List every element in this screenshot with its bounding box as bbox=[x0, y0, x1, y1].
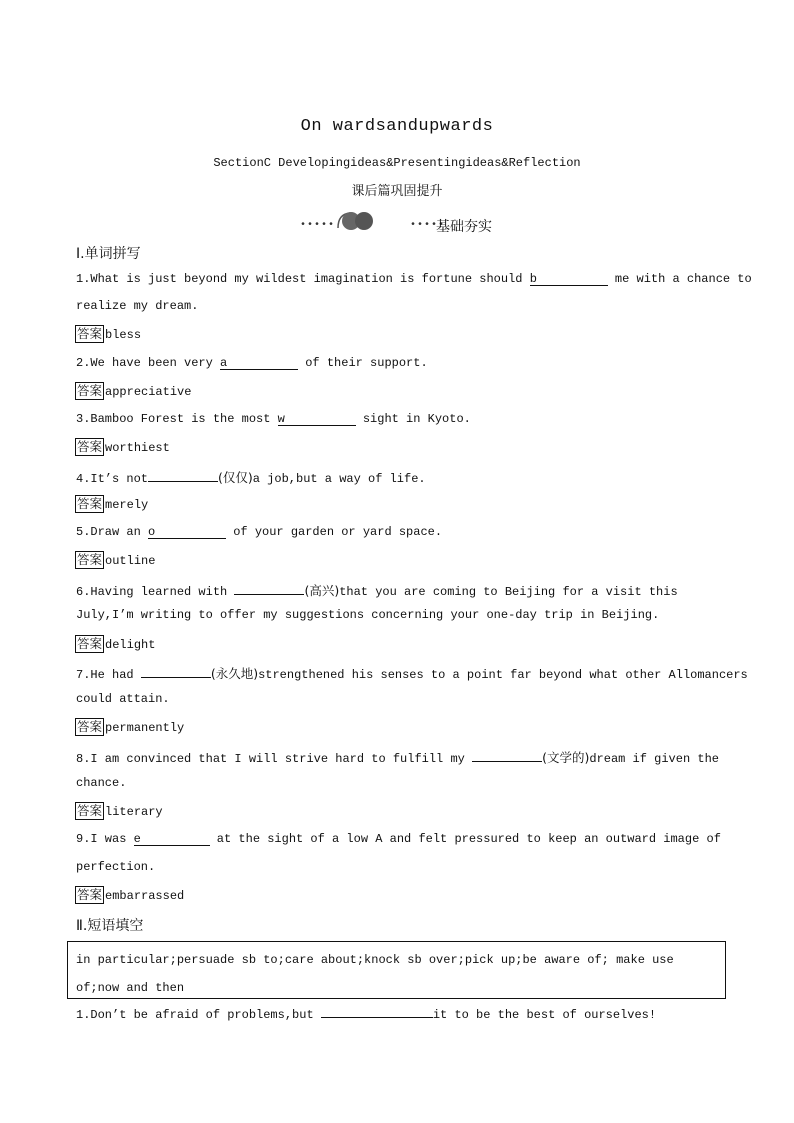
chinese-hint: (永久地) bbox=[210, 666, 259, 681]
question-text: 1.What is just beyond my wildest imagination is fortune should bbox=[76, 272, 530, 286]
question-text: 1.Don’t be afraid of problems,but bbox=[76, 1008, 321, 1022]
question-7-line2: could attain. bbox=[76, 692, 170, 706]
answer-label: 答案 bbox=[77, 887, 103, 902]
question-3 bbox=[76, 412, 471, 426]
question-text: dream if given the bbox=[589, 752, 719, 766]
hint-letter: a bbox=[220, 356, 228, 370]
question-9-line2: perfection. bbox=[76, 860, 156, 874]
banner-emblem-icon bbox=[332, 208, 378, 234]
question-1-line2: realize my dream. bbox=[76, 299, 199, 313]
question-text: 4.It’s not bbox=[76, 472, 149, 486]
answer-text: merely bbox=[105, 498, 149, 512]
question-1 bbox=[76, 272, 752, 286]
question-text: of their support. bbox=[298, 356, 428, 370]
question-text: 6.Having learned with bbox=[76, 585, 235, 599]
answer-label: 答案 bbox=[77, 326, 103, 341]
section-banner bbox=[298, 208, 498, 238]
answer-6 bbox=[75, 635, 155, 653]
answer-blank bbox=[472, 748, 542, 762]
page-title: On wardsandupwards bbox=[300, 117, 494, 136]
question-text: 7.He had bbox=[76, 668, 141, 682]
answer-5 bbox=[75, 551, 155, 569]
answer-9 bbox=[75, 886, 184, 904]
chinese-hint: (文学的) bbox=[542, 750, 590, 765]
question-8 bbox=[76, 748, 719, 766]
question-2 bbox=[76, 356, 428, 370]
section-subtitle: SectionC Developingideas&Presentingideas&Reflection bbox=[213, 156, 581, 170]
answer-7 bbox=[75, 718, 184, 736]
answer-label: 答案 bbox=[77, 552, 103, 567]
answer-text: outline bbox=[105, 554, 156, 568]
question-text: that you are coming to Beijing for a visit this bbox=[339, 585, 678, 599]
question-text: it to be the best of ourselves! bbox=[432, 1008, 657, 1022]
question-9 bbox=[76, 832, 721, 846]
question-text: 9.I was bbox=[76, 832, 134, 846]
answer-blank bbox=[220, 356, 298, 370]
answer-text: delight bbox=[105, 638, 156, 652]
answer-blank bbox=[148, 525, 226, 539]
question-text: 2.We have been very bbox=[76, 356, 221, 370]
hint-letter: e bbox=[133, 832, 141, 846]
phrase-list: in particular;persuade sb to;care about;knock sb over;pick up;be aware of; make use of;now and then bbox=[76, 953, 674, 995]
hint-letter: b bbox=[529, 272, 537, 286]
question-6-line2: July,I’m writing to offer my suggestions concerning your one-day trip in Beijing. bbox=[76, 608, 660, 622]
answer-1 bbox=[75, 325, 141, 343]
answer-2 bbox=[75, 382, 191, 400]
answer-blank bbox=[134, 832, 210, 846]
answer-text: worthiest bbox=[105, 441, 170, 455]
answer-label: 答案 bbox=[77, 439, 103, 454]
answer-text: permanently bbox=[105, 721, 185, 735]
question-text: of your garden or yard space. bbox=[226, 525, 443, 539]
question-8-line2: chance. bbox=[76, 776, 127, 790]
answer-blank bbox=[278, 412, 356, 426]
banner-label: 基础夯实 bbox=[436, 219, 492, 235]
answer-text: appreciative bbox=[105, 385, 192, 399]
answer-blank bbox=[321, 1004, 433, 1018]
question-6 bbox=[76, 581, 678, 599]
answer-text: embarrassed bbox=[105, 889, 185, 903]
question-5 bbox=[76, 525, 442, 539]
question-text: 5.Draw an bbox=[76, 525, 149, 539]
answer-label: 答案 bbox=[77, 803, 103, 818]
question-text: a job,but a way of life. bbox=[252, 472, 426, 486]
answer-label: 答案 bbox=[77, 719, 103, 734]
answer-blank bbox=[141, 664, 211, 678]
section-heading-phrases: Ⅱ.短语填空 bbox=[76, 918, 144, 934]
answer-label: 答案 bbox=[77, 636, 103, 651]
hint-letter: o bbox=[148, 525, 156, 539]
answer-text: bless bbox=[105, 328, 142, 342]
answer-3 bbox=[75, 438, 170, 456]
question-text: me with a chance to bbox=[607, 272, 752, 286]
question-text: 8.I am convinced that I will strive hard to fulfill my bbox=[76, 752, 473, 766]
question-text: strengthened his senses to a point far beyond what other Allomancers bbox=[258, 668, 748, 682]
phrase-question-1 bbox=[76, 1004, 656, 1022]
answer-label: 答案 bbox=[77, 496, 103, 511]
page-subheading: 课后篇巩固提升 bbox=[351, 184, 443, 199]
answer-4 bbox=[75, 495, 148, 513]
question-text: sight in Kyoto. bbox=[355, 412, 471, 426]
answer-text: literary bbox=[105, 805, 163, 819]
section-heading-spelling: Ⅰ.单词拼写 bbox=[76, 246, 141, 262]
question-7 bbox=[76, 664, 748, 682]
banner-dots-right: ••••• bbox=[410, 220, 446, 231]
hint-letter: w bbox=[277, 412, 285, 426]
question-text: at the sight of a low A and felt pressured to keep an outward image of bbox=[209, 832, 721, 846]
answer-blank bbox=[148, 468, 218, 482]
chinese-hint: (仅仅) bbox=[218, 470, 253, 485]
question-text: 3.Bamboo Forest is the most bbox=[76, 412, 278, 426]
answer-blank bbox=[234, 581, 304, 595]
phrase-bank bbox=[67, 941, 726, 999]
banner-dots-left: ••••• bbox=[300, 220, 336, 231]
answer-8 bbox=[75, 802, 163, 820]
answer-blank bbox=[530, 272, 608, 286]
question-4 bbox=[76, 468, 426, 486]
answer-label: 答案 bbox=[77, 383, 103, 398]
chinese-hint: (高兴) bbox=[304, 583, 340, 598]
